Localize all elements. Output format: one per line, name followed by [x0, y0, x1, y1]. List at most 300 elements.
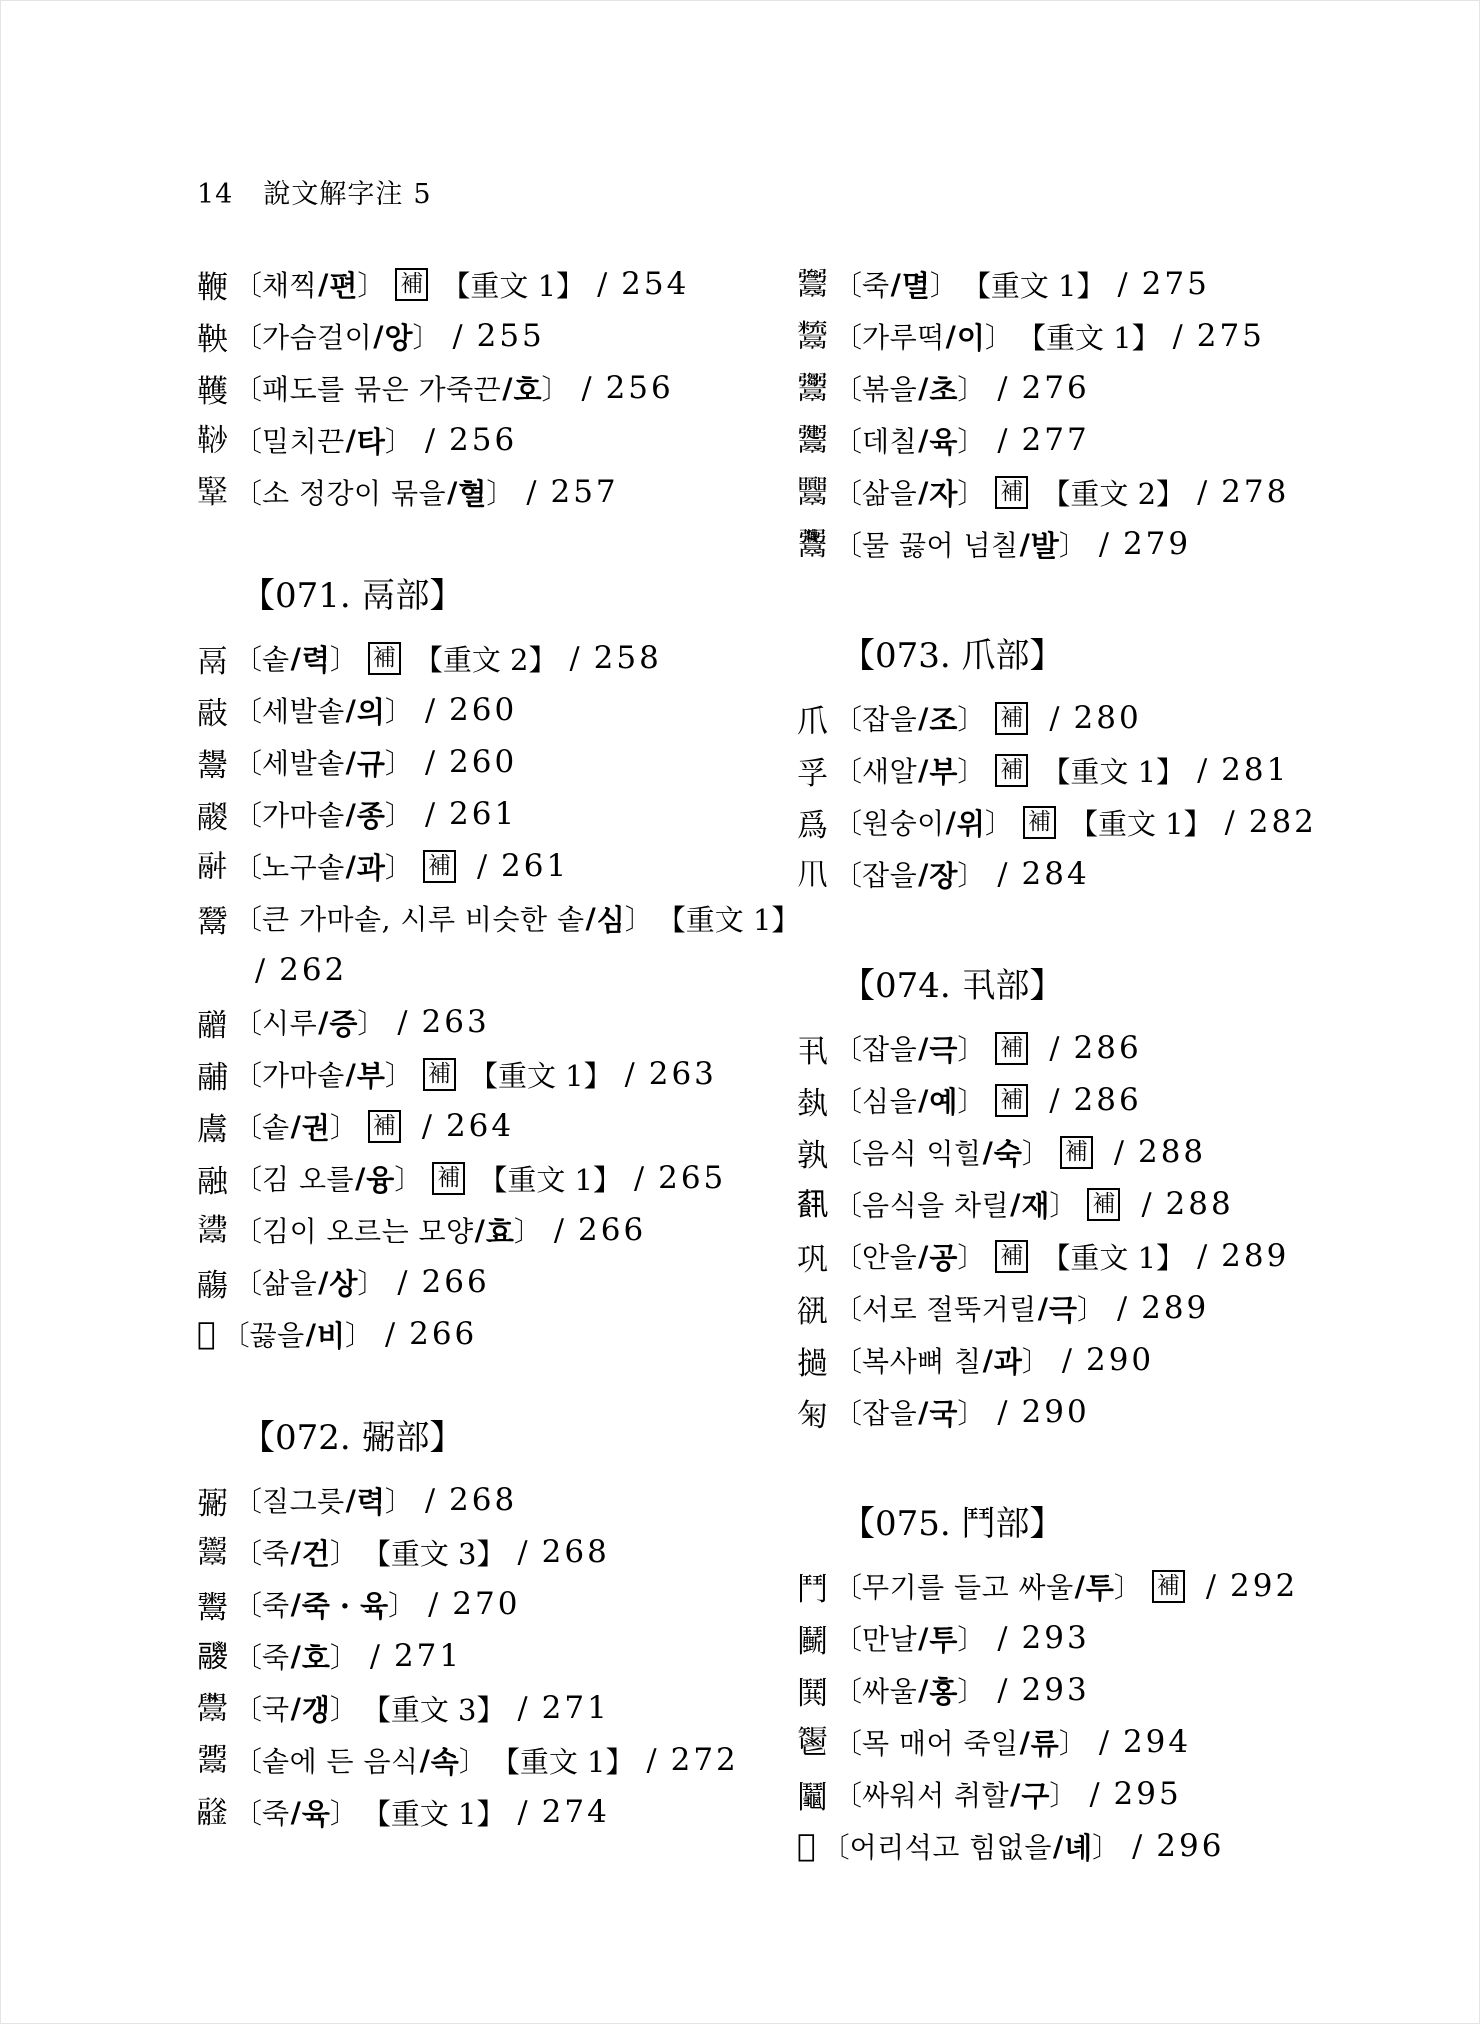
entry-reading: 멸 [901, 268, 930, 303]
entry-reading: 극 [1048, 1292, 1077, 1327]
entry-hanja: 鬷 [197, 799, 228, 836]
entry-hanja: 鬲 [197, 643, 228, 680]
gloss-close-bracket: 〕 [957, 755, 986, 788]
index-entry-row [797, 362, 1437, 414]
gloss-open-bracket: 〔 [834, 859, 863, 892]
entry-reading: 류 [1030, 1726, 1059, 1761]
reading-slash: / [918, 423, 929, 457]
index-entry-row [197, 840, 837, 892]
index-entry-row [197, 1048, 837, 1100]
reading-slash: / [918, 1395, 929, 1429]
entry-page-number: 286 [1073, 1030, 1142, 1066]
gloss-open-bracket: 〔 [834, 1571, 863, 1604]
index-entry-row [797, 1022, 1437, 1074]
index-entry-row [197, 310, 837, 362]
entry-hanja: 䰜 [197, 1485, 228, 1522]
gloss-open-bracket: 〔 [834, 1137, 863, 1170]
bo-supplement-badge: 補 [995, 754, 1028, 787]
entry-page-number: 281 [1221, 752, 1290, 788]
entry-gloss: 목 매어 죽일 [862, 1727, 1019, 1760]
entry-hanja: 鬻 [197, 1589, 228, 1626]
bo-supplement-badge: 補 [995, 476, 1028, 509]
page-slash: / [1049, 700, 1060, 736]
entry-page-number: 271 [393, 1638, 463, 1674]
entry-gloss: 솥에 든 음식 [262, 1745, 419, 1778]
index-entry-row [197, 414, 837, 466]
entry-hanja: 䰙 [197, 695, 228, 732]
reading-slash: / [918, 1673, 929, 1707]
index-entry-row [197, 684, 837, 736]
bo-supplement-badge: 補 [1060, 1136, 1093, 1169]
entry-gloss: 시루 [262, 1007, 318, 1040]
reading-slash: / [290, 1691, 301, 1725]
entry-reading: 부 [929, 754, 958, 789]
jungmun-badge: 【重文 1】 [1041, 1240, 1186, 1275]
page-slash: / [1141, 1186, 1152, 1222]
entry-page-number: 277 [1021, 422, 1090, 458]
entry-page-number: 266 [421, 1264, 490, 1300]
entry-gloss: 국 [262, 1693, 290, 1726]
jungmun-badge: 【重文 3】 [361, 1536, 506, 1571]
index-entry-row [797, 1664, 1437, 1716]
entry-reading: 국 [929, 1396, 958, 1431]
index-entry-row [197, 1256, 837, 1308]
bo-supplement-badge: 補 [995, 1240, 1028, 1273]
entry-page-number: 265 [658, 1160, 727, 1196]
reading-slash: / [1019, 1725, 1030, 1759]
entry-hanja: 丮 [797, 1033, 828, 1070]
entry-page-number: 284 [1021, 856, 1090, 892]
gloss-open-bracket: 〔 [234, 851, 263, 884]
index-entry-row [197, 1526, 837, 1578]
jungmun-badge: 【重文 1】 [468, 1058, 613, 1093]
entry-page-number: 288 [1137, 1134, 1207, 1170]
index-entry-row [797, 1612, 1437, 1664]
entry-reading: 과 [993, 1344, 1022, 1379]
page-slash: / [569, 640, 580, 676]
entry-hanja: 融 [197, 1163, 228, 1200]
page-slash: / [997, 422, 1008, 458]
gloss-close-bracket: 〕 [957, 477, 986, 510]
entry-reading: 효 [485, 1214, 514, 1249]
index-entry-row [797, 1334, 1437, 1386]
gloss-close-bracket: 〕 [384, 1059, 413, 1092]
entry-page-number: 258 [593, 640, 662, 676]
gloss-open-bracket: 〔 [234, 747, 263, 780]
gloss-open-bracket: 〔 [834, 807, 863, 840]
reading-slash: / [918, 1239, 929, 1273]
gloss-open-bracket: 〔 [234, 799, 263, 832]
entry-reading: 비 [316, 1318, 345, 1353]
entry-reading: 홍 [929, 1674, 958, 1709]
page-slash: / [421, 1108, 432, 1144]
gloss-close-bracket: 〕 [357, 1267, 386, 1300]
entry-hanja: 韄 [197, 373, 228, 410]
entry-reading: 구 [1021, 1778, 1050, 1813]
entry-reading: 육 [929, 424, 958, 459]
entry-gloss: 죽 [262, 1589, 290, 1622]
page-slash: / [1113, 1134, 1124, 1170]
bo-supplement-badge: 補 [1152, 1570, 1185, 1603]
entry-page-number: 276 [1021, 370, 1090, 406]
index-entry-row [197, 1630, 837, 1682]
reading-slash: / [918, 475, 929, 509]
gloss-close-bracket: 〕 [957, 1675, 986, 1708]
gloss-close-bracket: 〕 [329, 1537, 358, 1570]
gloss-close-bracket: 〕 [513, 1215, 542, 1248]
jungmun-badge: 【重文 1】 [1016, 320, 1161, 355]
section-header: 【073. 爪部】 [841, 636, 1064, 676]
jungmun-badge: 【重文 3】 [361, 1692, 506, 1727]
entry-gloss: 질그릇 [262, 1485, 345, 1518]
entry-gloss: 안을 [862, 1241, 918, 1274]
reading-slash: / [345, 745, 356, 779]
entry-gloss: 만날 [862, 1623, 918, 1656]
gloss-open-bracket: 〔 [834, 529, 863, 562]
gloss-close-bracket: 〕 [541, 373, 570, 406]
gloss-open-bracket: 〔 [234, 1007, 263, 1040]
entry-hanja: 䰝 [197, 1007, 228, 1044]
entry-reading: 혈 [458, 476, 487, 511]
entry-hanja: 鬭 [797, 1623, 828, 1660]
reading-slash: / [502, 371, 513, 405]
reading-slash: / [1019, 527, 1030, 561]
gloss-open-bracket: 〔 [834, 477, 863, 510]
page-slash: / [1049, 1082, 1060, 1118]
entry-hanja: 𩱙 [797, 319, 828, 355]
gloss-open-bracket: 〔 [234, 1163, 263, 1196]
reading-slash: / [918, 857, 929, 891]
entry-page-number: 289 [1221, 1238, 1290, 1274]
entry-page-number: 289 [1141, 1290, 1210, 1326]
reading-slash: / [355, 1161, 366, 1195]
gloss-close-bracket: 〕 [384, 799, 413, 832]
gloss-open-bracket: 〔 [234, 1267, 263, 1300]
reading-slash: / [1052, 1829, 1064, 1863]
entry-reading: 심 [596, 902, 625, 937]
page-slash: / [424, 1482, 436, 1518]
page-slash: / [397, 1264, 408, 1300]
jungmun-badge: 【重文 1】 [1041, 754, 1186, 789]
entry-gloss: 심을 [862, 1085, 918, 1118]
entry-gloss: 삶을 [262, 1267, 318, 1300]
gloss-open-bracket: 〔 [834, 1033, 863, 1066]
index-entry-row [797, 744, 1437, 796]
entry-page-number: 266 [409, 1316, 478, 1352]
entry-hanja: 𩋆 [197, 475, 228, 511]
entry-reading: 발 [1030, 528, 1059, 563]
entry-gloss: 가마솥 [262, 1059, 345, 1092]
entry-gloss: 김 오를 [262, 1163, 355, 1196]
entry-hanja: 𩛥 [797, 1187, 828, 1223]
entry-hanja: 𩱬 [197, 1691, 228, 1727]
entry-reading: 녜 [1064, 1830, 1093, 1865]
entry-hanja: 撾 [797, 1345, 828, 1382]
gloss-open-bracket: 〔 [834, 1189, 863, 1222]
entry-gloss: 죽 [862, 269, 890, 302]
entry-hanja: 爲 [797, 807, 828, 844]
page-slash: / [1049, 1030, 1060, 1066]
entry-reading: 과 [356, 850, 385, 885]
entry-page-number: 268 [541, 1534, 610, 1570]
gloss-open-bracket: 〔 [234, 1059, 263, 1092]
entry-gloss: 서로 절뚝거릴 [862, 1293, 1037, 1326]
reading-slash: / [345, 1057, 356, 1091]
gloss-open-bracket: 〔 [234, 1641, 263, 1674]
bo-supplement-badge: 補 [368, 642, 401, 675]
index-entry-row [197, 258, 837, 310]
entry-gloss: 볶을 [862, 373, 918, 406]
page-slash: / [424, 796, 436, 832]
volume-number: 5 [413, 179, 432, 210]
gloss-close-bracket: 〕 [1021, 1345, 1050, 1378]
entry-gloss: 잡을 [862, 1033, 918, 1066]
index-entry-row [197, 788, 837, 840]
entry-hanja: 𩱓 [197, 1743, 228, 1779]
bo-supplement-badge: 補 [395, 268, 428, 301]
jungmun-badge: 【重文 1】 [1068, 806, 1213, 841]
bo-supplement-badge: 補 [995, 702, 1028, 735]
page-slash: / [397, 1004, 408, 1040]
index-column-left [197, 258, 837, 1838]
entry-gloss: 죽 [262, 1537, 290, 1570]
entry-page-number: 260 [449, 744, 518, 780]
gloss-open-bracket: 〔 [834, 425, 863, 458]
gloss-open-bracket: 〔 [234, 321, 263, 354]
entry-page-number: 274 [541, 1794, 610, 1830]
index-entry-row [197, 1682, 837, 1734]
page-slash: / [646, 1742, 657, 1778]
index-entry-row [797, 1768, 1437, 1820]
page-slash: / [424, 744, 436, 780]
page-slash: / [1116, 1290, 1128, 1326]
reading-slash: / [305, 1317, 316, 1351]
page-slash: / [1224, 804, 1235, 840]
reading-slash: / [1010, 1187, 1021, 1221]
reading-slash: / [345, 693, 356, 727]
page-slash: / [517, 1690, 528, 1726]
entry-gloss: 죽 [262, 1797, 290, 1830]
entry-reading: 갱 [301, 1692, 330, 1727]
entry-gloss: 원숭이 [862, 807, 945, 840]
gloss-open-bracket: 〔 [834, 703, 863, 736]
section-header: 【075. 鬥部】 [841, 1504, 1064, 1544]
entry-gloss: 끓을 [249, 1319, 305, 1352]
entry-hanja: 鞅 [197, 321, 228, 358]
bo-supplement-badge: 補 [432, 1162, 465, 1195]
reading-slash: / [890, 267, 901, 301]
reading-slash: / [918, 1031, 929, 1065]
page-slash: / [1117, 266, 1128, 302]
page-slash: / [517, 1534, 528, 1570]
index-entry-row [797, 310, 1437, 362]
entry-page-number: 263 [421, 1004, 490, 1040]
gloss-open-bracket: 〔 [834, 1085, 863, 1118]
entry-reading: 죽 · 육 [301, 1588, 389, 1623]
index-entry-row [797, 414, 1437, 466]
page-slash: / [997, 1672, 1008, 1708]
page-slash: / [597, 266, 608, 302]
index-entry-row [197, 362, 837, 414]
gloss-open-bracket: 〔 [234, 425, 263, 458]
entry-hanja: 巩 [797, 1241, 828, 1278]
entry-gloss: 가마솥 [262, 799, 345, 832]
gloss-close-bracket: 〕 [412, 321, 441, 354]
entry-reading: 호 [513, 372, 542, 407]
entry-page-number: 292 [1230, 1568, 1299, 1604]
entry-hanja: 𩰤 [797, 1725, 828, 1761]
entry-reading: 규 [356, 746, 385, 781]
jungmun-badge: 【重文 1】 [656, 902, 801, 937]
page-slash: / [452, 318, 463, 354]
page-slash: / [517, 1794, 528, 1830]
entry-page-number: 294 [1122, 1724, 1192, 1760]
gloss-open-bracket: 〔 [234, 1745, 263, 1778]
index-entry-row [797, 692, 1437, 744]
page-number: 14 [197, 179, 234, 210]
page-slash: / [624, 1056, 635, 1092]
entry-page-number: 278 [1221, 474, 1290, 510]
entry-hanja: 鬹 [197, 747, 228, 784]
entry-reading: 상 [329, 1266, 358, 1301]
page-slash: / [1197, 474, 1208, 510]
gloss-open-bracket: 〔 [234, 1589, 263, 1622]
entry-reading: 권 [301, 1110, 330, 1145]
entry-gloss: 김이 오르는 모양 [262, 1215, 474, 1248]
entry-hanja: 鬺 [197, 1267, 228, 1304]
entry-reading: 위 [956, 806, 985, 841]
gloss-close-bracket: 〕 [329, 1693, 358, 1726]
jungmun-badge: 【重文 1】 [961, 268, 1106, 303]
index-entry-row [197, 1204, 837, 1256]
entry-hanja: 𩱛 [197, 1639, 228, 1675]
page-slash: / [581, 370, 592, 406]
entry-page-number: 293 [1021, 1672, 1090, 1708]
page-slash: / [369, 1638, 380, 1674]
reading-slash: / [918, 701, 929, 735]
entry-reading: 속 [430, 1744, 459, 1779]
reading-slash: / [447, 475, 458, 509]
reading-slash: / [1074, 1569, 1085, 1603]
gloss-close-bracket: 〕 [957, 1623, 986, 1656]
gloss-close-bracket: 〕 [929, 269, 958, 302]
gloss-close-bracket: 〕 [1049, 1189, 1078, 1222]
entry-hanja: 𩰾 [197, 1213, 228, 1249]
entry-reading: 육 [301, 1796, 330, 1831]
reading-slash: / [290, 1795, 301, 1829]
gloss-close-bracket: 〕 [957, 1085, 986, 1118]
gloss-close-bracket: 〕 [384, 1485, 413, 1518]
entry-reading: 초 [929, 372, 958, 407]
gloss-open-bracket: 〔 [234, 1485, 263, 1518]
entry-gloss: 복사뼈 칠 [862, 1345, 982, 1378]
entry-page-number: 275 [1141, 266, 1210, 302]
entry-hanja: 𩱤 [797, 423, 828, 459]
page-slash: / [553, 1212, 565, 1248]
reading-slash: / [345, 423, 356, 457]
reading-slash: / [982, 1135, 993, 1169]
entry-reading: 자 [929, 476, 958, 511]
entry-gloss: 채찍 [262, 269, 318, 302]
index-entry-row-continuation [197, 944, 837, 996]
entry-reading: 이 [956, 320, 985, 355]
gloss-close-bracket: 〕 [957, 425, 986, 458]
index-entry-row [197, 892, 837, 944]
page-slash: / [424, 422, 436, 458]
gloss-close-bracket: 〕 [384, 695, 413, 728]
gloss-close-bracket: 〕 [957, 373, 986, 406]
page-slash: / [997, 1620, 1008, 1656]
index-entry-row [197, 996, 837, 1048]
gloss-close-bracket: 〕 [384, 747, 413, 780]
gloss-close-bracket: 〕 [1021, 1137, 1050, 1170]
entry-hanja: 𩱴 [797, 475, 828, 511]
bo-supplement-badge: 補 [423, 1058, 456, 1091]
entry-gloss: 잡을 [862, 1397, 918, 1430]
bo-supplement-badge: 補 [1023, 806, 1056, 839]
section-header: 【071. 鬲部】 [241, 576, 464, 616]
reading-slash: / [290, 1109, 301, 1143]
gloss-close-bracket: 〕 [1049, 1779, 1078, 1812]
page-slash: / [526, 474, 537, 510]
gloss-open-bracket: 〔 [834, 1397, 863, 1430]
entry-reading: 호 [301, 1640, 330, 1675]
entry-page-number: 256 [449, 422, 518, 458]
entry-page-number: 288 [1165, 1186, 1234, 1222]
gloss-open-bracket: 〔 [834, 1727, 863, 1760]
gloss-open-bracket: 〔 [234, 695, 263, 728]
entry-gloss: 데칠 [862, 425, 918, 458]
entry-gloss: 새알 [862, 755, 918, 788]
gloss-close-bracket: 〕 [388, 1589, 417, 1622]
gloss-open-bracket: 〔 [234, 477, 263, 510]
gloss-open-bracket: 〔 [834, 1241, 863, 1274]
page-slash: / [634, 1160, 645, 1196]
gloss-close-bracket: 〕 [957, 1397, 986, 1430]
gloss-open-bracket: 〔 [234, 903, 263, 936]
gloss-open-bracket: 〔 [234, 269, 263, 302]
entry-page-number: 266 [578, 1212, 647, 1248]
entry-hanja: 鬵 [197, 903, 228, 940]
entry-reading: 투 [929, 1622, 958, 1657]
entry-page-number: 261 [449, 796, 518, 832]
index-entry-row [797, 848, 1437, 900]
index-entry-row [797, 1560, 1437, 1612]
entry-gloss: 물 끓어 넘칠 [862, 529, 1019, 562]
entry-hanja: 𩱧 [197, 1535, 228, 1571]
reading-slash: / [1037, 1291, 1048, 1325]
jungmun-badge: 【重文 1】 [361, 1796, 506, 1831]
entry-hanja: 𩰫 [197, 849, 228, 885]
gloss-close-bracket: 〕 [329, 1641, 358, 1674]
jungmun-badge: 【重文 1】 [441, 268, 586, 303]
entry-hanja: 𩊮 [197, 423, 228, 459]
entry-page-number: 271 [541, 1690, 610, 1726]
entry-hanja: 孚 [797, 755, 828, 792]
gloss-close-bracket: 〕 [1058, 1727, 1087, 1760]
index-entry-row [197, 1308, 837, 1360]
gloss-close-bracket: 〕 [357, 269, 386, 302]
gloss-open-bracket: 〔 [234, 1797, 263, 1830]
gloss-open-bracket: 〔 [221, 1319, 250, 1352]
book-title: 說文解字注 [263, 179, 404, 210]
page-slash: / [997, 856, 1008, 892]
entry-reading: 건 [301, 1536, 330, 1571]
gloss-open-bracket: 〔 [834, 755, 863, 788]
page-slash: / [424, 692, 436, 728]
index-entry-row [797, 796, 1437, 848]
entry-hanja: 谻 [797, 1293, 828, 1330]
